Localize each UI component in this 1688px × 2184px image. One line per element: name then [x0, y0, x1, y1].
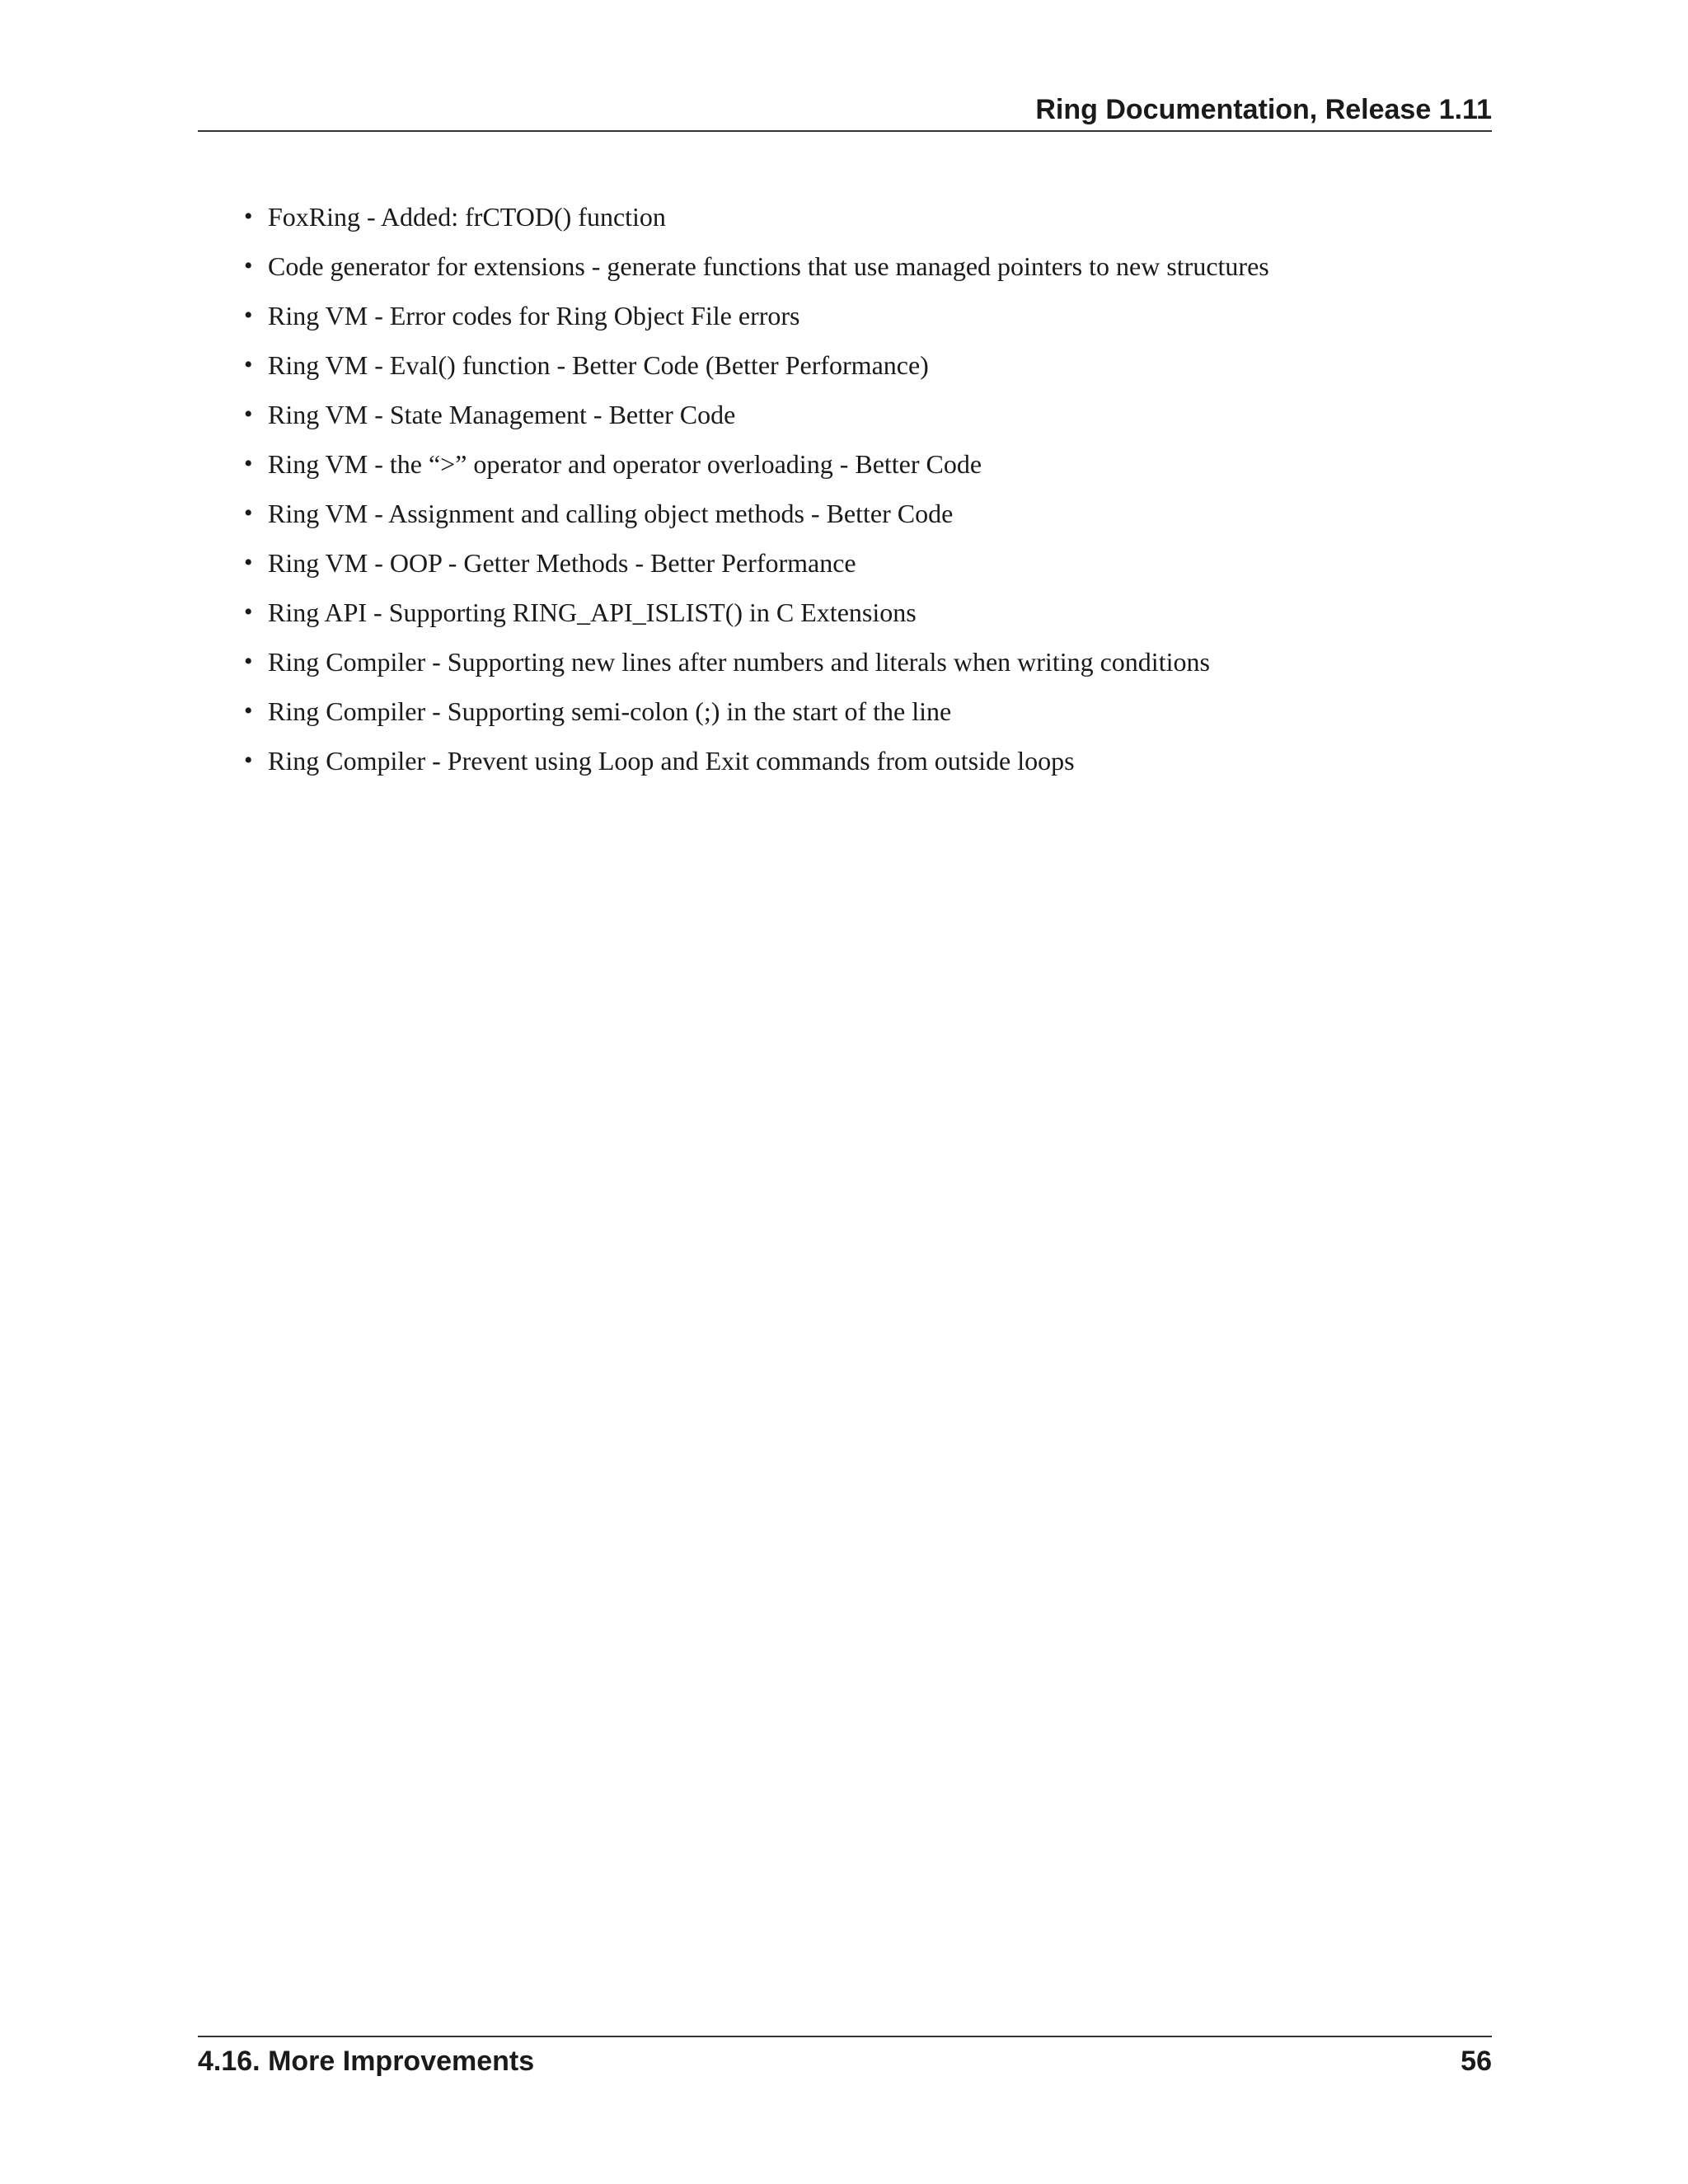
page-footer: [198, 2036, 1492, 2077]
bullet-icon: •: [244, 203, 253, 230]
list-item-text: FoxRing - Added: frCTOD() function: [268, 202, 666, 232]
bullet-icon: •: [244, 598, 253, 626]
list-item: [244, 593, 1480, 643]
bullet-icon: •: [244, 499, 253, 527]
list-item: [244, 544, 1480, 593]
list-item-text: Code generator for extensions - generate functions that use managed pointers to new structures: [268, 251, 1269, 281]
page-number: 56: [1461, 2046, 1492, 2077]
list-item-text: Ring VM - Eval() function - Better Code (Better Performance): [268, 350, 929, 380]
list-item: [244, 445, 1480, 494]
list-item: [244, 396, 1480, 445]
list-item-text: Ring VM - Assignment and calling object methods - Better Code: [268, 499, 954, 528]
list-item-text: Ring Compiler - Prevent using Loop and Exit commands from outside loops: [268, 746, 1075, 776]
bullet-icon: •: [244, 252, 253, 279]
bullet-icon: •: [244, 549, 253, 576]
list-item: [244, 198, 1480, 247]
list-item: [244, 643, 1480, 692]
list-item-text: Ring VM - State Management - Better Code: [268, 400, 736, 429]
bullet-icon: •: [244, 747, 253, 774]
list-item-text: Ring Compiler - Supporting new lines after numbers and literals when writing conditions: [268, 647, 1210, 677]
list-item-text: Ring VM - Error codes for Ring Object File errors: [268, 301, 800, 330]
list-item: [244, 346, 1480, 396]
document-title: Ring Documentation, Release 1.11: [1035, 94, 1492, 125]
bullet-icon: •: [244, 648, 253, 675]
section-title: 4.16. More Improvements: [198, 2046, 535, 2077]
list-item: [244, 297, 1480, 346]
list-item: [244, 742, 1480, 791]
list-item-text: Ring VM - OOP - Getter Methods - Better Performance: [268, 548, 856, 578]
list-item: [244, 494, 1480, 544]
page-header: [198, 92, 1492, 132]
improvements-list: [244, 198, 1480, 791]
page-content: [244, 198, 1480, 791]
bullet-icon: •: [244, 401, 253, 428]
list-item: [244, 247, 1480, 297]
bullet-icon: •: [244, 450, 253, 477]
bullet-icon: •: [244, 697, 253, 724]
bullet-icon: •: [244, 302, 253, 329]
list-item-text: Ring Compiler - Supporting semi-colon (;) in the start of the line: [268, 696, 952, 726]
list-item-text: Ring API - Supporting RING_API_ISLIST() in C Extensions: [268, 598, 917, 627]
list-item-text: Ring VM - the “>” operator and operator overloading - Better Code: [268, 449, 982, 479]
bullet-icon: •: [244, 351, 253, 378]
list-item: [244, 692, 1480, 742]
